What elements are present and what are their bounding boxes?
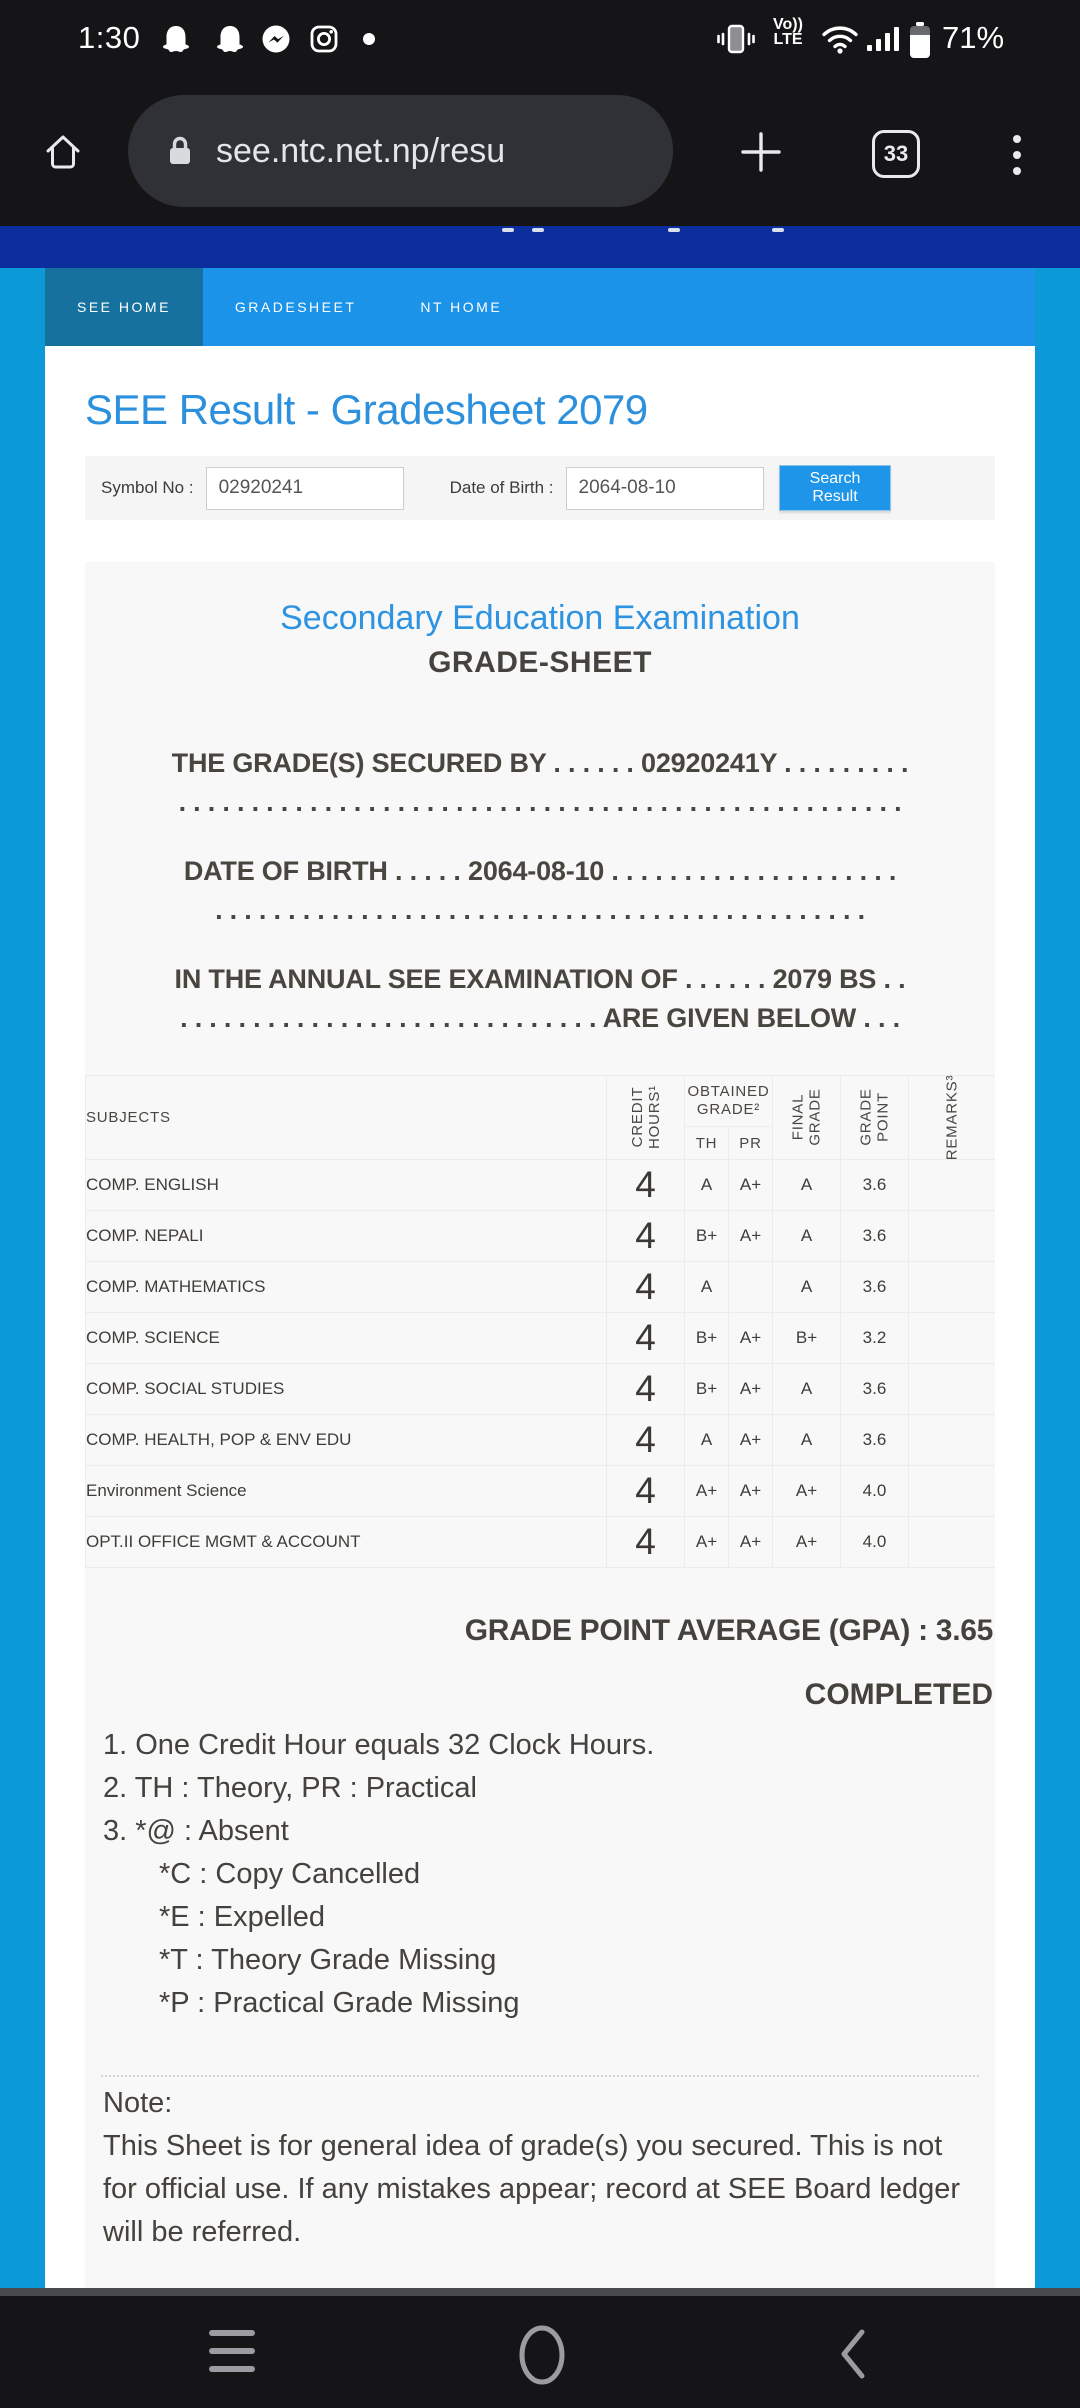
grades-table bbox=[85, 1075, 995, 1568]
home-icon[interactable] bbox=[42, 131, 84, 173]
col-header-subjects: SUBJECTS bbox=[86, 1076, 607, 1160]
table-row: COMP. HEALTH, POP & ENV EDU 4 A A+ A 3.6 bbox=[86, 1415, 996, 1466]
url-bar[interactable] bbox=[128, 95, 673, 207]
table-row: COMP. ENGLISH 4 A A+ A 3.6 bbox=[86, 1160, 996, 1211]
site-header-banner bbox=[0, 226, 1080, 268]
recent-apps-icon[interactable] bbox=[209, 2324, 255, 2380]
dob-label: Date of Birth : bbox=[449, 478, 554, 497]
table-row: COMP. SOCIAL STUDIES 4 B+ A+ A 3.6 bbox=[86, 1364, 996, 1415]
lock-icon bbox=[166, 134, 194, 168]
android-nav-bar bbox=[0, 2296, 1080, 2408]
status-bar bbox=[0, 0, 1080, 76]
table-row: COMP. SCIENCE 4 B+ A+ B+ 3.2 bbox=[86, 1313, 996, 1364]
footnote: *C : Copy Cancelled bbox=[159, 1858, 421, 1890]
tab-count-button[interactable] bbox=[872, 130, 920, 178]
note-title: Note: bbox=[103, 2087, 173, 2119]
url-fade bbox=[583, 95, 673, 207]
snapchat-notification-icon bbox=[212, 21, 248, 57]
col-header-obtained-grade: OBTAINED GRADE² bbox=[685, 1076, 773, 1127]
nav-tab-nt-home[interactable] bbox=[388, 268, 534, 346]
table-row: Environment Science 4 A+ A+ A+ 4.0 bbox=[86, 1466, 996, 1517]
signal-strength-icon bbox=[866, 21, 900, 57]
clock: 1:30 bbox=[78, 20, 141, 55]
col-header-credit-hours: CREDIT HOURS¹ bbox=[607, 1076, 685, 1160]
new-tab-icon[interactable] bbox=[737, 128, 785, 176]
messenger-notification-icon bbox=[258, 21, 294, 57]
symbol-no-input[interactable] bbox=[206, 467, 404, 510]
gradesheet-subheading: GRADE-SHEET bbox=[428, 646, 652, 679]
volte-icon: Vo)) LTE bbox=[773, 16, 803, 48]
url-text: see.ntc.net.np/resu bbox=[216, 131, 506, 170]
result-search-form bbox=[85, 456, 995, 520]
tab-count: 33 bbox=[883, 141, 909, 166]
gradesheet-card bbox=[85, 562, 995, 2288]
site-nav bbox=[45, 268, 1035, 346]
home-nav-icon[interactable] bbox=[517, 2324, 567, 2386]
battery-icon bbox=[908, 21, 932, 59]
col-header-grade-point: GRADE POINT bbox=[841, 1076, 909, 1160]
dob-input[interactable] bbox=[566, 467, 764, 510]
nav-tab-label: GRADESHEET bbox=[234, 299, 357, 315]
table-row: COMP. NEPALI 4 B+ A+ A 3.6 bbox=[86, 1211, 996, 1262]
table-row: COMP. MATHEMATICS 4 A A 3.6 bbox=[86, 1262, 996, 1313]
back-nav-icon[interactable] bbox=[838, 2328, 868, 2380]
footnote: 3. *@ : Absent bbox=[103, 1815, 289, 1847]
nav-tab-gradesheet[interactable] bbox=[203, 268, 388, 346]
col-header-pr: PR bbox=[729, 1127, 773, 1160]
col-header-final-grade: FINAL GRADE bbox=[773, 1076, 841, 1160]
notification-dot-icon bbox=[362, 32, 376, 46]
vibrate-icon bbox=[714, 21, 758, 57]
page-container bbox=[45, 268, 1035, 2288]
footnotes bbox=[85, 1724, 995, 2025]
footnote: 2. TH : Theory, PR : Practical bbox=[103, 1772, 477, 1804]
wifi-icon bbox=[820, 21, 860, 57]
col-header-remarks: REMARKS³ bbox=[909, 1076, 996, 1160]
result-status: COMPLETED bbox=[804, 1678, 993, 1711]
nav-tab-label: SEE HOME bbox=[77, 299, 171, 315]
footnote: *T : Theory Grade Missing bbox=[159, 1944, 497, 1976]
note-body: This Sheet is for general idea of grade(s) you secured. This is not for official use. If any mistakes appear; record at SEE Board ledger will be referred. bbox=[103, 2130, 961, 2248]
page-content bbox=[45, 346, 1035, 2288]
table-row: OPT.II OFFICE MGMT & ACCOUNT 4 A+ A+ A+ 4.0 bbox=[86, 1517, 996, 1568]
footnote: 1. One Credit Hour equals 32 Clock Hours. bbox=[103, 1729, 655, 1761]
page-title: SEE Result - Gradesheet 2079 bbox=[85, 386, 648, 433]
search-result-button[interactable]: Search Result bbox=[779, 465, 891, 511]
nav-tab-label: NT HOME bbox=[420, 299, 503, 315]
col-header-th: TH bbox=[685, 1127, 729, 1160]
note-divider bbox=[101, 2075, 979, 2077]
footnote: *P : Practical Grade Missing bbox=[159, 1987, 520, 2019]
symbol-no-label: Symbol No : bbox=[101, 478, 194, 497]
footnote: *E : Expelled bbox=[159, 1901, 326, 1933]
gradesheet-heading: Secondary Education Examination bbox=[280, 599, 800, 637]
browser-toolbar bbox=[0, 76, 1080, 226]
gradesheet-intro: THE GRADE(S) SECURED BY . . . . . . 02920241Y . . . . . . . . . . . . . . . . . . . . . . . . . . . . . . . . . . . . . . . . . . . . . . . . . . . . . . . . . . . DATE OF BIRTH . . . . . 2064-08-10 . . . . . . . . . . . . . . . . . . . . . . . . . . . . . . . . . . . . . . . . . . . . . . . . . . . . . . . . . . . . . . . . . IN THE ANNUAL SEE EXAMINATION OF . . . . . . 2079 BS . . . . . . . . . . . . . . . . . . . . . . . . . . . . . . . ARE GIVEN BELOW . . . bbox=[171, 748, 909, 1033]
instagram-notification-icon bbox=[306, 21, 342, 57]
gpa-summary: GRADE POINT AVERAGE (GPA) : 3.65 bbox=[464, 1614, 993, 1647]
menu-overflow-icon[interactable] bbox=[995, 131, 1039, 179]
battery-percent: 71% bbox=[942, 20, 1005, 55]
snapchat-notification-icon bbox=[158, 21, 194, 57]
page-footer-edge bbox=[0, 2288, 1080, 2296]
nav-tab-see-home[interactable] bbox=[45, 268, 203, 346]
